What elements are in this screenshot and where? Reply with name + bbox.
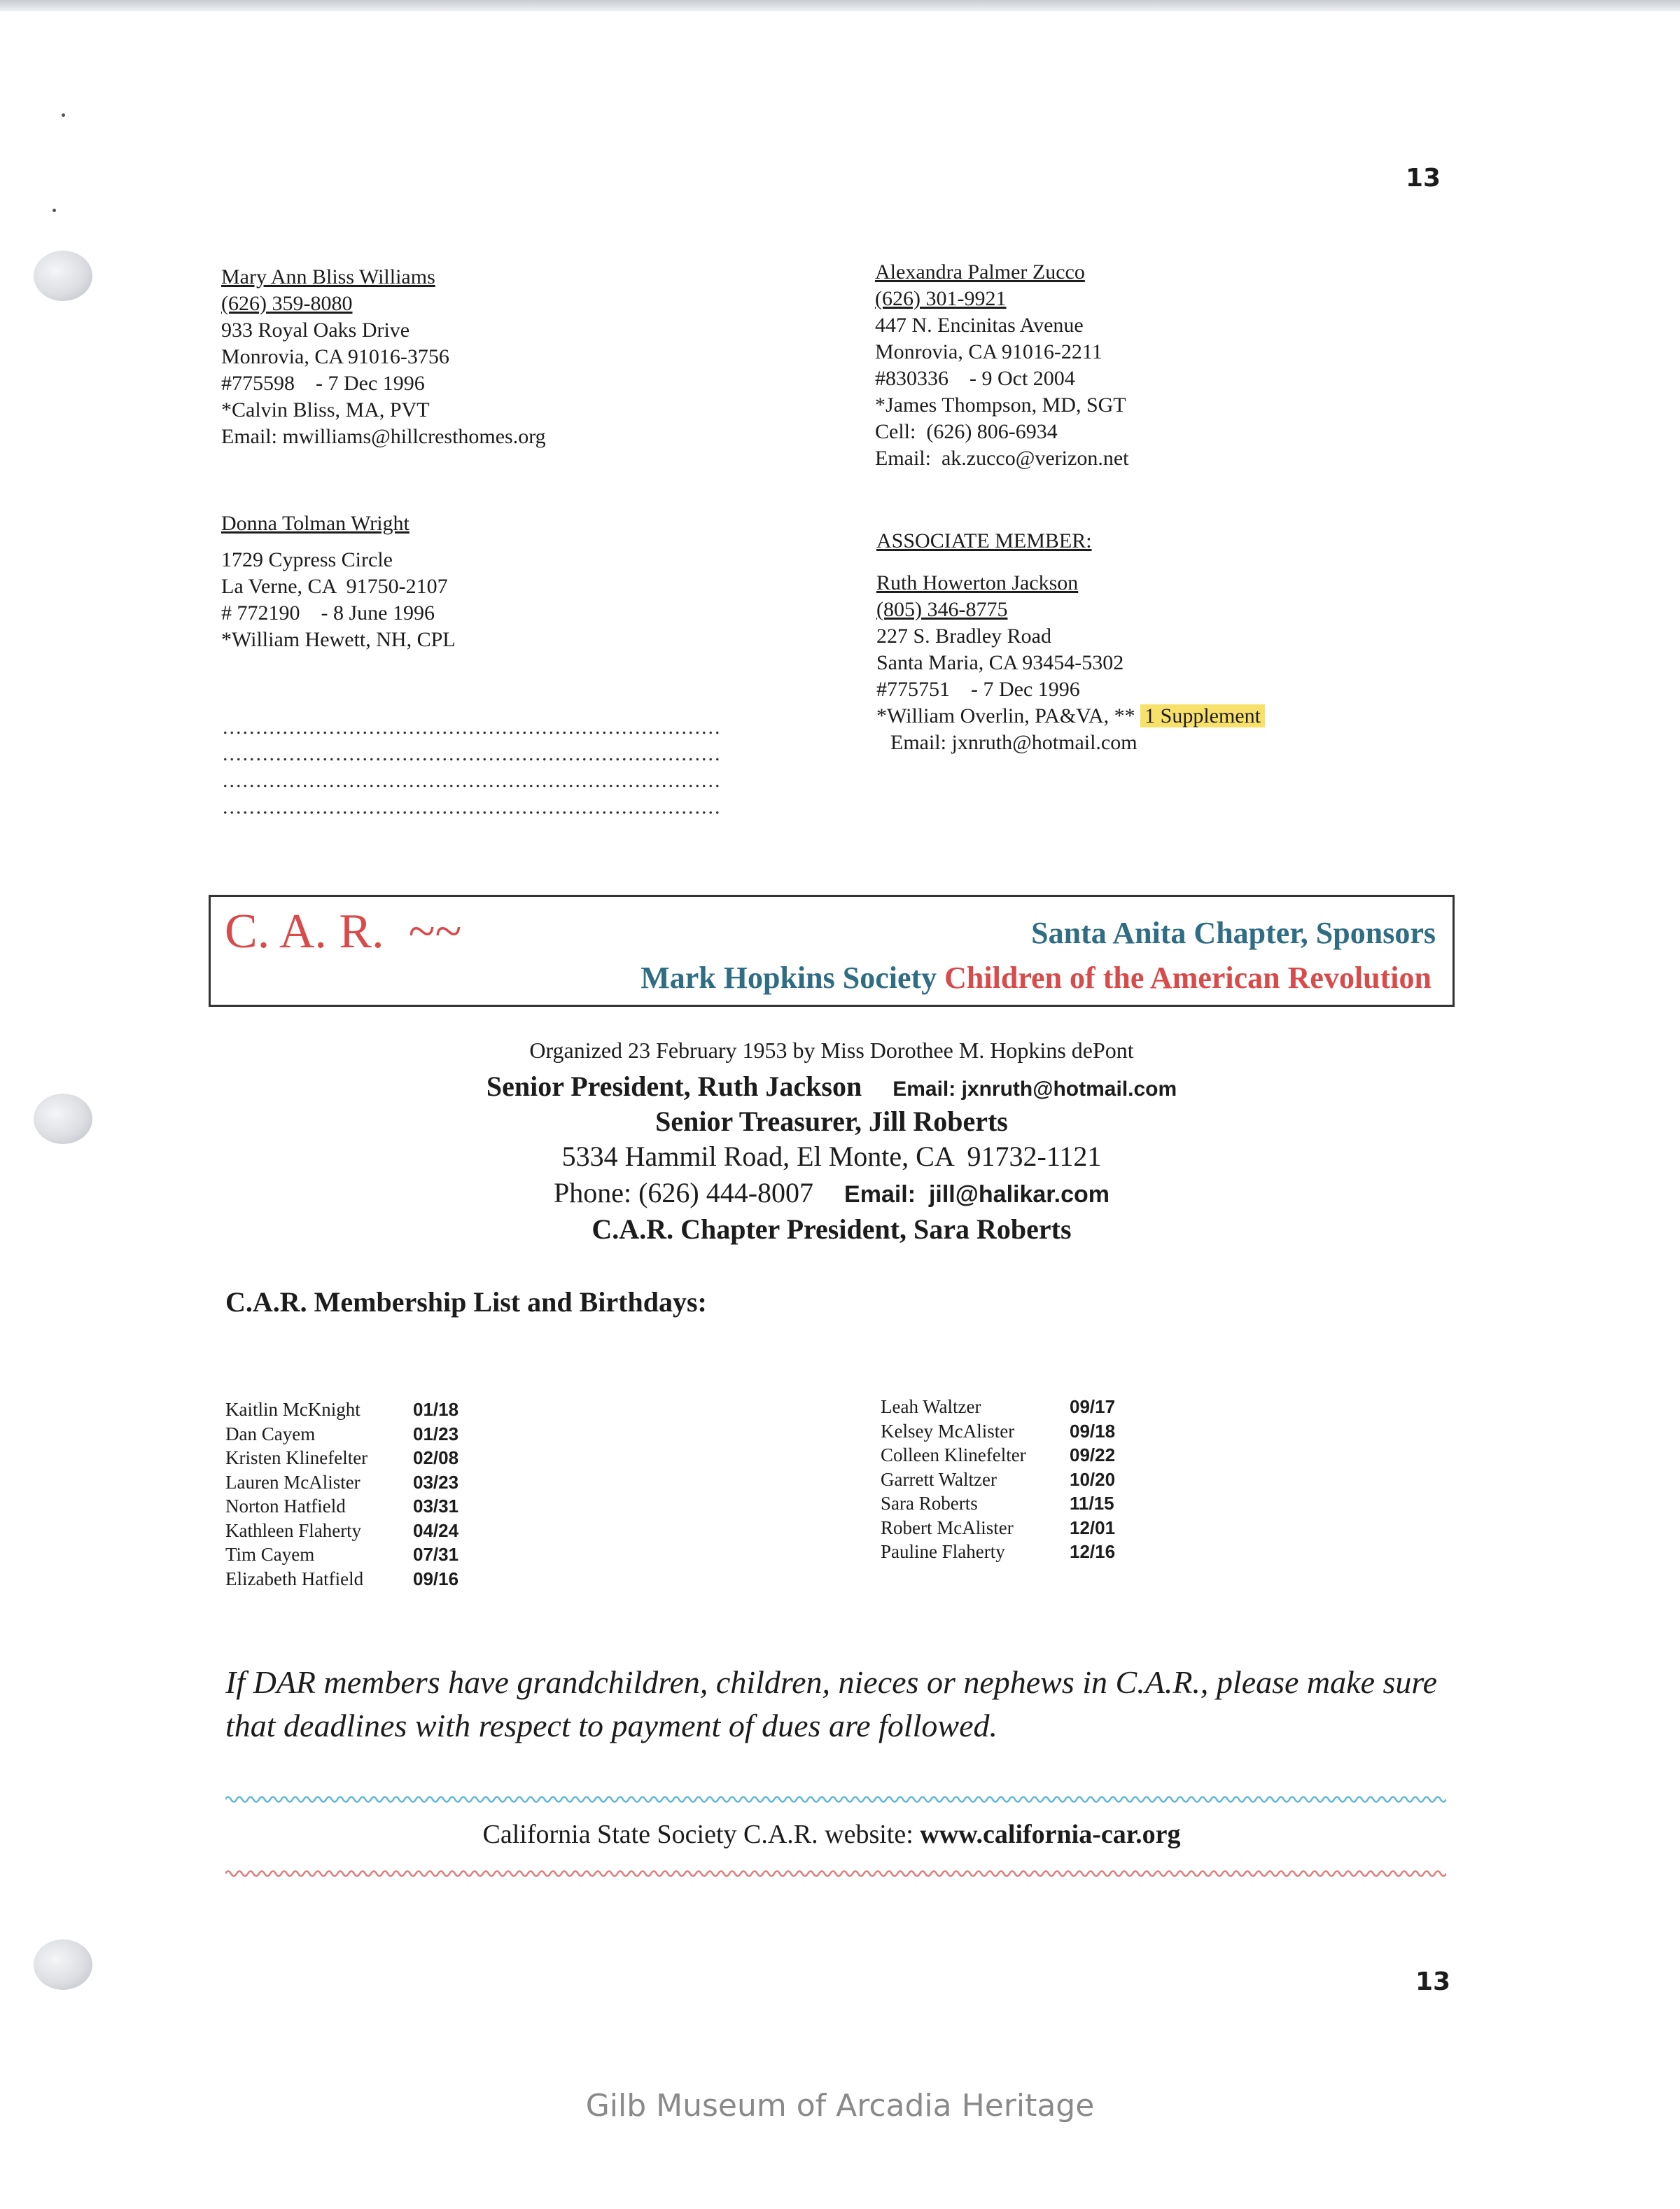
list-item <box>225 1422 458 1447</box>
member-city: Santa Maria, CA 93454-5302 <box>876 651 1124 674</box>
dotted-line: ........................................................................... <box>223 744 722 765</box>
birthday: 10/20 <box>1070 1468 1116 1490</box>
punch-hole <box>34 1094 92 1144</box>
dotted-line: ........................................................................... <box>223 770 722 792</box>
membership-list-right <box>881 1395 1115 1564</box>
senior-president: Senior President, Ruth Jackson <box>486 1071 862 1102</box>
member-address: 1729 Cypress Circle <box>221 548 393 571</box>
birthday: 11/15 <box>1070 1493 1114 1514</box>
treasurer-contact <box>209 1176 1455 1209</box>
list-item <box>881 1468 1115 1492</box>
member-child-name: Dan Cayem <box>225 1423 316 1444</box>
member-number: #775751 - 7 Dec 1996 <box>876 678 1080 701</box>
birthday: 01/23 <box>413 1423 459 1444</box>
birthday: 02/08 <box>413 1447 459 1468</box>
senior-president-email: Email: jxnruth@hotmail.com <box>892 1078 1177 1101</box>
associate-member <box>876 528 1265 756</box>
dues-note: If DAR members have grandchildren, children, nieces or nephews in C.A.R., please make sure that deadlines with respect to payment of dues are followed. <box>225 1664 1437 1743</box>
senior-president-line <box>209 1070 1455 1103</box>
member-email: Email: mwilliams@hillcresthomes.org <box>221 425 546 448</box>
member-child-name: Pauline Flaherty <box>881 1541 1005 1562</box>
member-child-name: Robert McAlister <box>881 1517 1014 1538</box>
list-item <box>881 1540 1115 1564</box>
member-child-name: Tim Cayem <box>225 1544 315 1565</box>
member-ancestor: *Calvin Bliss, MA, PVT <box>221 398 430 421</box>
scan-top-edge <box>0 0 1680 11</box>
supplement-highlight: 1 Supplement <box>1140 704 1265 727</box>
member-email: Email: jxnruth@hotmail.com <box>890 731 1138 754</box>
member-number: # 772190 - 8 June 1996 <box>221 601 435 625</box>
wavy-divider-red <box>225 1865 1446 1882</box>
organized-line: Organized 23 February 1953 by Miss Dorothee M. Hopkins dePont <box>529 1038 1134 1063</box>
membership-list-left <box>225 1398 458 1591</box>
member-phone: (626) 359-8080 <box>221 292 353 315</box>
member-child-name: Kristen Klinefelter <box>225 1447 368 1468</box>
footer-url[interactable]: www.california-car.org <box>920 1820 1181 1849</box>
member-child-name: Lauren McAlister <box>225 1471 360 1493</box>
list-item <box>881 1419 1115 1444</box>
senior-treasurer: Senior Treasurer, Jill Roberts <box>655 1106 1008 1137</box>
member-address: 447 N. Encinitas Avenue <box>875 314 1084 337</box>
member-city: Monrovia, CA 91016-2211 <box>875 340 1102 363</box>
member-cell: Cell: (626) 806-6934 <box>875 420 1058 443</box>
birthday: 09/17 <box>1070 1396 1116 1417</box>
member-city: La Verne, CA 91750-2107 <box>221 575 448 598</box>
footer-website-line <box>209 1819 1455 1850</box>
birthday: 09/16 <box>413 1568 459 1589</box>
member-ancestor: *James Thompson, MD, SGT <box>875 393 1126 417</box>
list-item <box>225 1567 458 1591</box>
member-number: #775598 - 7 Dec 1996 <box>221 372 425 395</box>
punch-hole <box>34 1939 92 1990</box>
treasurer-email: Email: jill@halikar.com <box>844 1181 1110 1208</box>
member-card <box>221 264 546 450</box>
punch-hole <box>34 251 92 301</box>
member-ancestor: *William Overlin, PA&VA, ** <box>876 704 1135 727</box>
member-name: Alexandra Palmer Zucco <box>875 260 1085 284</box>
birthday: 03/23 <box>413 1471 459 1493</box>
list-item <box>881 1443 1115 1468</box>
membership-heading: C.A.R. Membership List and Birthdays: <box>225 1286 707 1318</box>
footer-text: California State Society C.A.R. website: <box>482 1820 913 1849</box>
member-name: Mary Ann Bliss Williams <box>221 265 435 288</box>
list-item <box>225 1398 458 1422</box>
member-card <box>875 259 1128 472</box>
wave-line <box>225 1872 1446 1876</box>
list-item <box>225 1519 458 1543</box>
car-sponsors: Santa Anita Chapter, Sponsors <box>1031 916 1436 950</box>
scan-speck <box>62 113 65 117</box>
member-number: #830336 - 9 Oct 2004 <box>875 367 1075 390</box>
member-child-name: Leah Waltzer <box>881 1396 981 1417</box>
member-phone: (626) 301-9921 <box>875 287 1007 310</box>
birthday: 03/31 <box>413 1496 459 1517</box>
birthday: 12/16 <box>1070 1541 1116 1562</box>
page-number-top: 13 <box>1406 164 1441 193</box>
list-item <box>225 1542 458 1567</box>
chapter-president: C.A.R. Chapter President, Sara Roberts <box>592 1213 1072 1245</box>
car-banner <box>209 895 1455 1007</box>
list-item <box>225 1446 458 1470</box>
society-name: Mark Hopkins Society <box>640 961 937 995</box>
member-phone: (805) 346-8775 <box>876 598 1008 621</box>
member-child-name: Kathleen Flaherty <box>225 1519 362 1541</box>
org-name: Children of the American Revolution <box>944 961 1432 995</box>
wavy-divider-blue <box>225 1791 1446 1808</box>
member-email: Email: ak.zucco@verizon.net <box>875 447 1129 470</box>
birthday: 04/24 <box>413 1519 459 1541</box>
member-address: 933 Royal Oaks Drive <box>221 319 410 342</box>
member-address: 227 S. Bradley Road <box>876 625 1051 648</box>
birthday: 12/01 <box>1070 1517 1116 1538</box>
member-child-name: Kelsey McAlister <box>881 1420 1015 1442</box>
birthday: 09/18 <box>1070 1420 1116 1442</box>
member-child-name: Sara Roberts <box>881 1493 978 1514</box>
watermark: Gilb Museum of Arcadia Heritage <box>585 2088 1095 2124</box>
list-item <box>225 1494 458 1519</box>
car-society-line <box>640 960 1432 996</box>
wave-line <box>225 1797 1446 1802</box>
list-item <box>225 1470 458 1495</box>
member-child-name: Garrett Waltzer <box>881 1468 997 1490</box>
treasurer-phone: Phone: (626) 444-8007 <box>553 1177 814 1208</box>
member-name: Donna Tolman Wright <box>221 512 410 535</box>
list-item <box>881 1516 1115 1540</box>
member-card <box>221 510 456 653</box>
member-child-name: Kaitlin McKnight <box>225 1399 360 1420</box>
treasurer-address: 5334 Hammil Road, El Monte, CA 91732-1121 <box>561 1141 1102 1172</box>
dotted-line: ........................................................................... <box>223 797 722 818</box>
birthday: 01/18 <box>413 1399 459 1420</box>
member-child-name: Norton Hatfield <box>225 1496 346 1517</box>
dotted-line: ........................................................................... <box>223 717 722 739</box>
scan-speck <box>52 209 56 212</box>
birthday: 09/22 <box>1070 1444 1116 1465</box>
member-ancestor: *William Hewett, NH, CPL <box>221 628 456 651</box>
member-name: Ruth Howerton Jackson <box>876 571 1079 594</box>
member-child-name: Elizabeth Hatfield <box>225 1568 364 1589</box>
member-city: Monrovia, CA 91016-3756 <box>221 345 449 368</box>
member-child-name: Colleen Klinefelter <box>881 1444 1026 1465</box>
page-number-bottom: 13 <box>1415 1967 1451 1996</box>
list-item <box>881 1491 1115 1516</box>
associate-heading: ASSOCIATE MEMBER: <box>876 529 1092 552</box>
birthday: 07/31 <box>413 1544 459 1565</box>
list-item <box>881 1395 1115 1419</box>
car-title: C. A. R. ~~ <box>225 905 462 959</box>
